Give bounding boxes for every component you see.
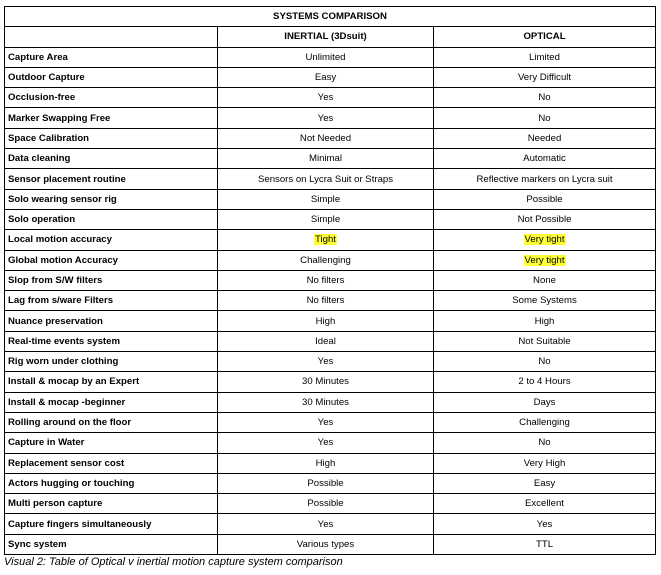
table-row (5, 453, 656, 473)
feature-cell: Install & mocap by an Expert (5, 372, 218, 392)
table-row (5, 250, 656, 270)
inertial-cell: Simple (218, 189, 434, 209)
optical-cell: Some Systems (434, 291, 656, 311)
inertial-cell: No filters (218, 291, 434, 311)
figure-caption: Visual 2: Table of Optical v inertial motion capture system comparison (4, 556, 343, 568)
optical-cell: 2 to 4 Hours (434, 372, 656, 392)
optical-cell: Possible (434, 189, 656, 209)
optical-cell: Very High (434, 453, 656, 473)
highlighted-value: Very tight (524, 254, 565, 266)
inertial-cell (218, 230, 434, 250)
highlighted-value: Tight (315, 234, 336, 246)
table-row (5, 352, 656, 372)
optical-cell: No (434, 433, 656, 453)
table-row (5, 67, 656, 87)
feature-cell: Occlusion-free (5, 88, 218, 108)
feature-cell: Slop from S/W filters (5, 270, 218, 290)
feature-cell: Capture Area (5, 47, 218, 67)
inertial-cell: High (218, 453, 434, 473)
inertial-cell: Easy (218, 67, 434, 87)
optical-cell (434, 230, 656, 250)
table-row (5, 88, 656, 108)
inertial-cell: Possible (218, 494, 434, 514)
optical-cell: Automatic (434, 149, 656, 169)
inertial-cell: Minimal (218, 149, 434, 169)
feature-cell: Capture in Water (5, 433, 218, 453)
optical-cell: Needed (434, 128, 656, 148)
feature-cell: Lag from s/ware Filters (5, 291, 218, 311)
feature-cell: Data cleaning (5, 149, 218, 169)
feature-cell: Real-time events system (5, 331, 218, 351)
table-title: SYSTEMS COMPARISON (5, 7, 656, 27)
feature-cell: Sensor placement routine (5, 169, 218, 189)
inertial-cell: Challenging (218, 250, 434, 270)
inertial-cell: Various types (218, 534, 434, 554)
table-row (5, 494, 656, 514)
inertial-cell: Yes (218, 433, 434, 453)
table-row (5, 47, 656, 67)
table-row (5, 270, 656, 290)
table-row (5, 473, 656, 493)
table-row (5, 514, 656, 534)
inertial-cell: No filters (218, 270, 434, 290)
inertial-cell: Unlimited (218, 47, 434, 67)
optical-cell: TTL (434, 534, 656, 554)
optical-cell: Excellent (434, 494, 656, 514)
table-row (5, 534, 656, 554)
table-row (5, 433, 656, 453)
header-inertial: INERTIAL (3Dsuit) (218, 27, 434, 47)
optical-cell: Not Possible (434, 209, 656, 229)
inertial-cell: Not Needed (218, 128, 434, 148)
inertial-cell: Simple (218, 209, 434, 229)
optical-cell: Not Suitable (434, 331, 656, 351)
feature-cell: Local motion accuracy (5, 230, 218, 250)
feature-cell: Space Calibration (5, 128, 218, 148)
inertial-cell: 30 Minutes (218, 392, 434, 412)
table-row (5, 372, 656, 392)
optical-cell: Easy (434, 473, 656, 493)
optical-cell: High (434, 311, 656, 331)
optical-cell: Yes (434, 514, 656, 534)
table-row (5, 169, 656, 189)
table-row (5, 412, 656, 432)
optical-cell: No (434, 108, 656, 128)
feature-cell: Solo wearing sensor rig (5, 189, 218, 209)
table-row (5, 392, 656, 412)
table-row (5, 230, 656, 250)
inertial-cell: Yes (218, 352, 434, 372)
table-row (5, 209, 656, 229)
feature-cell: Rig worn under clothing (5, 352, 218, 372)
feature-cell: Nuance preservation (5, 311, 218, 331)
optical-cell: No (434, 352, 656, 372)
table-row (5, 291, 656, 311)
feature-cell: Sync system (5, 534, 218, 554)
table-header-row (5, 27, 656, 47)
optical-cell: No (434, 88, 656, 108)
feature-cell: Install & mocap -beginner (5, 392, 218, 412)
feature-cell: Global motion Accuracy (5, 250, 218, 270)
optical-cell (434, 250, 656, 270)
inertial-cell: Yes (218, 412, 434, 432)
inertial-cell: Yes (218, 108, 434, 128)
inertial-cell: 30 Minutes (218, 372, 434, 392)
optical-cell: Challenging (434, 412, 656, 432)
table-row (5, 108, 656, 128)
optical-cell: Very Difficult (434, 67, 656, 87)
optical-cell: Reflective markers on Lycra suit (434, 169, 656, 189)
table-body (5, 47, 656, 554)
feature-cell: Capture fingers simultaneously (5, 514, 218, 534)
header-optical: OPTICAL (434, 27, 656, 47)
inertial-cell: High (218, 311, 434, 331)
inertial-cell: Possible (218, 473, 434, 493)
table-row (5, 311, 656, 331)
highlighted-value: Very tight (524, 234, 565, 246)
feature-cell: Rolling around on the floor (5, 412, 218, 432)
feature-cell: Solo operation (5, 209, 218, 229)
feature-cell: Replacement sensor cost (5, 453, 218, 473)
optical-cell: None (434, 270, 656, 290)
inertial-cell: Yes (218, 88, 434, 108)
inertial-cell: Yes (218, 514, 434, 534)
comparison-table (4, 6, 656, 555)
table-title-row (5, 7, 656, 27)
table-row (5, 128, 656, 148)
feature-cell: Multi person capture (5, 494, 218, 514)
inertial-cell: Sensors on Lycra Suit or Straps (218, 169, 434, 189)
feature-cell: Outdoor Capture (5, 67, 218, 87)
inertial-cell: Ideal (218, 331, 434, 351)
table-row (5, 189, 656, 209)
optical-cell: Days (434, 392, 656, 412)
header-feature (5, 27, 218, 47)
feature-cell: Marker Swapping Free (5, 108, 218, 128)
optical-cell: Limited (434, 47, 656, 67)
feature-cell: Actors hugging or touching (5, 473, 218, 493)
table-row (5, 331, 656, 351)
table-row (5, 149, 656, 169)
